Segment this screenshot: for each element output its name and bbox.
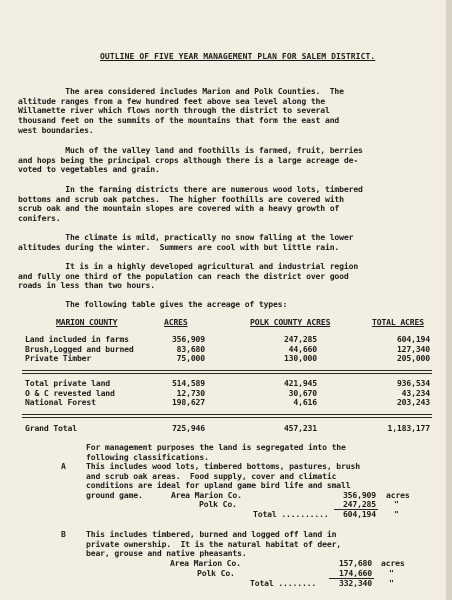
classification-intro: For management purposes the land is segregated into the following classifications.: [86, 442, 346, 462]
grand-total-total: 1,183,177: [387, 423, 430, 433]
class-b-polk-label: Polk Co.: [197, 567, 235, 578]
class-a-marion-value: 356,909: [342, 489, 376, 500]
table-cell-polk: 44,660: [288, 343, 317, 354]
class-a-total-label: Total ..........: [253, 509, 329, 519]
table-cell-marion: 514,589: [171, 378, 205, 388]
class-a-total-value: 604,194: [342, 509, 376, 519]
table-cell-marion: 356,909: [171, 334, 205, 344]
class-b-total-value: 332,340: [338, 577, 372, 588]
paragraph-crops: Much of the valley land and foothills is farmed, fruit, berries and hops being the principal crops although there is a large acreage de- voted to vegetables and grain.: [18, 145, 363, 175]
grand-total-marion: 725,946: [171, 423, 205, 433]
table-cell-marion: 75,000: [176, 353, 205, 363]
header-total-acres: TOTAL ACRES: [372, 317, 424, 327]
table-row-label: O & C revested land: [25, 387, 115, 398]
table-cell-polk: 30,670: [288, 387, 317, 398]
header-acres: ACRES: [164, 317, 188, 327]
table-row-label: Total private land: [25, 378, 111, 388]
class-a-marion-label: Area Marion Co.: [171, 489, 242, 500]
table-cell-total: 43,234: [401, 387, 430, 398]
class-a-polk-value: 247,285: [342, 499, 376, 509]
table-cell-polk: 247,285: [283, 334, 317, 344]
grand-total-label: Grand Total: [25, 423, 77, 433]
class-a-description: This includes wood lots, timbered bottoms, pastures, brush and scrub oak areas. Food supply, cover and climatic conditions are ideal for upland game bird life and small ground game.: [86, 461, 360, 500]
grand-total-polk: 457,231: [283, 423, 317, 433]
class-b-marion-value: 157,680: [338, 558, 372, 568]
paragraph-table-intro: The following table gives the acreage of types:: [18, 299, 288, 309]
table-cell-polk: 421,945: [283, 378, 317, 388]
header-polk-county-acres: POLK COUNTY ACRES: [250, 317, 331, 327]
paragraph-population: It is in a highly developed agricultural and industrial region and fully one third of the population can reach the district over good roads in less than two hours.: [18, 261, 359, 291]
table-cell-total: 205,000: [396, 353, 430, 363]
class-b-total-unit: ": [389, 577, 394, 588]
paragraph-climate: The climate is mild, practically no snow falling at the lower altitudes during the winter. Summers are cool with but little rain.: [18, 232, 354, 252]
class-b-marion-label: Area Marion Co.: [170, 558, 241, 568]
table-cell-total: 936,534: [396, 378, 430, 388]
class-a-polk-label: Polk Co.: [199, 499, 237, 509]
class-a-polk-unit: ": [394, 499, 399, 509]
class-b-description: This includes timbered, burned and logged off land in private ownership. It is the natural habitat of deer, bear, grouse and native pheasants.: [86, 529, 342, 559]
table-row-label: Land included in farms: [25, 334, 129, 344]
paragraph-area: The area considered includes Marion and Polk Counties. The altitude ranges from a few hundred feet above sea level along the Willamette river which flows north through the district to several thousand feet on the summits of the mountains that form the east and west boundaries.: [18, 86, 344, 135]
table-row-label: National Forest: [25, 397, 96, 407]
table-cell-marion: 12,730: [176, 387, 205, 398]
table-cell-polk: 130,000: [283, 353, 317, 363]
table-cell-total: 127,340: [396, 343, 430, 354]
class-a-marion-unit: acres: [386, 489, 410, 500]
table-cell-total: 604,194: [396, 334, 430, 344]
class-b-marion-unit: acres: [381, 558, 405, 568]
table-cell-marion: 83,680: [176, 343, 205, 354]
paragraph-woodlots: In the farming districts there are numerous wood lots, timbered bottoms and scrub oak patches. The higher foothills are covered with scrub oak and the mountain slopes are covered with a heavy growth of conifers.: [18, 184, 363, 224]
table-row-label: Brush,Logged and burned: [25, 343, 134, 354]
class-b-total-label: Total ........: [250, 577, 317, 588]
class-a-letter: A: [61, 461, 66, 471]
table-divider: [22, 370, 432, 371]
table-cell-total: 203,243: [396, 397, 430, 407]
header-marion-county: MARION COUNTY: [56, 317, 118, 327]
table-divider: [22, 373, 432, 374]
class-a-total-unit: ": [394, 509, 399, 519]
document-title: OUTLINE OF FIVE YEAR MANAGEMENT PLAN FOR SALEM DISTRICT.: [100, 52, 376, 61]
class-b-polk-unit: ": [389, 567, 394, 578]
class-b-letter: B: [61, 529, 66, 539]
table-cell-polk: 4,616: [293, 397, 317, 407]
class-b-polk-value: 174,660: [338, 567, 372, 578]
table-divider: [22, 414, 432, 415]
table-cell-marion: 198,627: [171, 397, 205, 407]
table-row-label: Private Timber: [25, 353, 92, 363]
table-divider: [22, 417, 432, 418]
